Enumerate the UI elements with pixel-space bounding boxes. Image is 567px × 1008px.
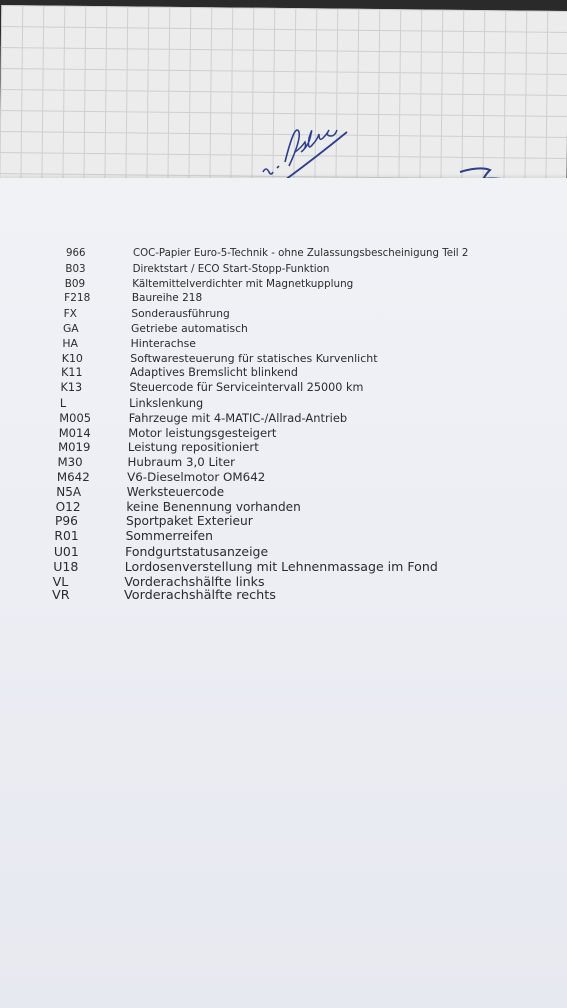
code-row xyxy=(0,352,560,366)
code-row xyxy=(0,396,560,410)
option-description: Fahrzeuge mit 4-MATIC-/Allrad-Antrieb xyxy=(128,410,348,425)
option-description: Hinterachse xyxy=(130,336,196,350)
option-description: Softwaresteuerung für statisches Kurvenlicht xyxy=(130,351,378,365)
option-description: Werksteuercode xyxy=(126,484,225,499)
option-description: Motor leistungsgesteigert xyxy=(128,425,277,440)
code-row xyxy=(0,411,560,425)
option-code: VL xyxy=(52,573,69,589)
option-description: V6-Dieselmotor OM642 xyxy=(127,470,266,484)
code-row xyxy=(0,485,560,499)
option-description: Baureihe 218 xyxy=(131,292,203,305)
option-code: GA xyxy=(62,322,79,335)
option-code: U01 xyxy=(53,544,79,559)
option-code-list xyxy=(0,178,567,1008)
option-code: 966 xyxy=(66,248,86,259)
code-row xyxy=(0,500,560,514)
option-description: Steuercode für Serviceintervall 25000 km xyxy=(129,381,364,395)
option-description: Getriebe automatisch xyxy=(131,322,248,335)
option-code: K10 xyxy=(61,351,83,365)
option-code: N5A xyxy=(56,484,82,499)
code-row xyxy=(0,426,560,440)
option-code: B03 xyxy=(65,262,86,275)
option-description: Sportpaket Exterieur xyxy=(125,514,253,529)
option-code: FX xyxy=(63,307,77,321)
code-row xyxy=(0,514,560,528)
document-page xyxy=(0,178,567,1008)
code-row xyxy=(0,544,560,558)
code-row xyxy=(0,307,560,321)
option-code: F218 xyxy=(64,292,91,305)
option-description: COC-Papier Euro-5-Technik - ohne Zulassungsbescheinigung Teil 2 xyxy=(133,248,469,259)
code-row xyxy=(0,588,560,602)
code-row xyxy=(0,455,560,469)
option-code: O12 xyxy=(55,499,81,514)
option-code: L xyxy=(59,396,67,410)
option-description: Direktstart / ECO Start-Stopp-Funktion xyxy=(132,262,330,275)
option-description: keine Benennung vorhanden xyxy=(126,499,301,514)
code-row xyxy=(0,248,560,262)
code-row xyxy=(0,292,560,306)
option-code: B09 xyxy=(64,277,86,290)
option-description: Linkslenkung xyxy=(129,396,204,410)
code-row xyxy=(0,366,560,380)
option-description: Vorderachshälfte links xyxy=(124,573,265,589)
code-row xyxy=(0,263,560,277)
option-code: K11 xyxy=(61,366,83,380)
option-code: VR xyxy=(52,588,70,604)
code-row xyxy=(0,440,560,454)
option-code: R01 xyxy=(54,529,79,544)
code-row xyxy=(0,559,560,573)
option-code: M642 xyxy=(56,470,90,484)
code-row xyxy=(0,381,560,395)
code-row xyxy=(0,529,560,543)
option-code: HA xyxy=(62,336,78,350)
option-code: U18 xyxy=(53,558,79,574)
code-row xyxy=(0,470,560,484)
option-code: M30 xyxy=(57,455,83,470)
option-description: Leistung repositioniert xyxy=(127,440,259,455)
option-code: P96 xyxy=(55,514,78,529)
option-description: Lordosenverstellung mit Lehnenmassage im Fond xyxy=(124,558,438,574)
option-description: Fondgurtstatusanzeige xyxy=(125,544,269,559)
option-description: Sommerreifen xyxy=(125,529,213,544)
code-row xyxy=(0,337,560,351)
option-description: Vorderachshälfte rechts xyxy=(124,588,276,604)
option-code: K13 xyxy=(60,381,83,395)
option-code: M005 xyxy=(59,410,91,425)
code-row xyxy=(0,574,560,588)
handwritten-signature xyxy=(255,100,365,190)
option-description: Kältemittelverdichter mit Magnetkupplung xyxy=(132,277,354,290)
option-description: Adaptives Bremslicht blinkend xyxy=(129,366,298,380)
code-row xyxy=(0,322,560,336)
option-description: Sonderausführung xyxy=(131,307,230,321)
option-code: M014 xyxy=(58,425,91,440)
code-row xyxy=(0,278,560,292)
option-description: Hubraum 3,0 Liter xyxy=(127,455,235,470)
option-code: M019 xyxy=(58,440,91,455)
